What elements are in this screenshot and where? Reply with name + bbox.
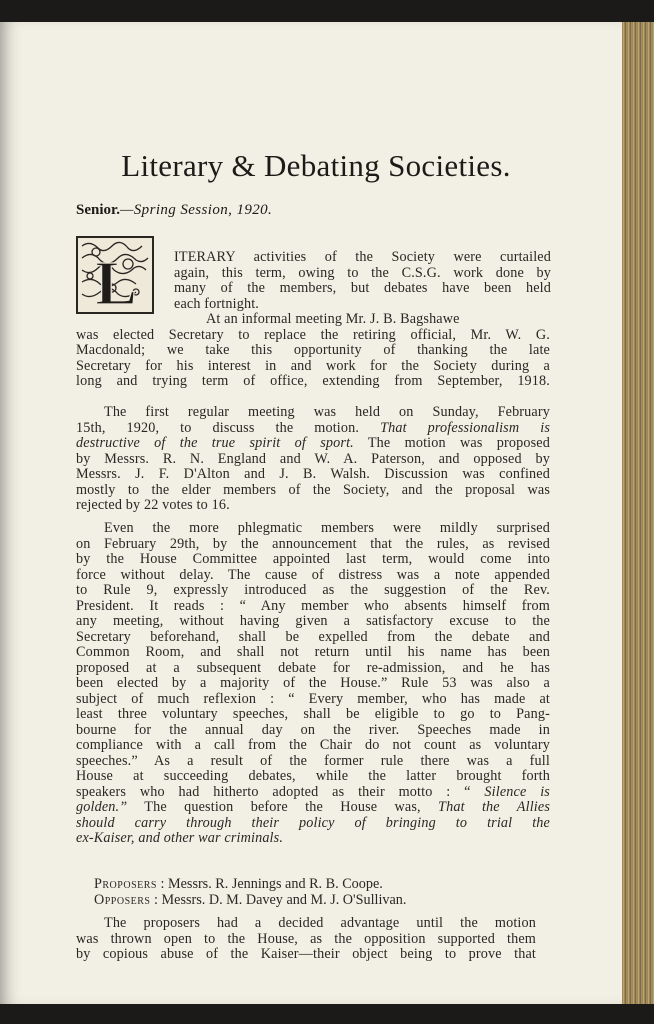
text-line: Macdonald; we take this opportunity of thanking the late	[76, 342, 550, 358]
text-line: Messrs. J. F. D'Alton and J. B. Walsh. Discussion was confined	[76, 466, 550, 482]
paragraph-1	[174, 250, 551, 312]
text-line: least three voluntary speeches, shall be eligible to go to Pang-	[76, 706, 550, 722]
paragraph-1b	[76, 312, 550, 390]
drop-cap-letter: L	[95, 250, 137, 314]
text-line: long and trying term of office, extending from September, 1918.	[76, 373, 550, 389]
drop-cap-illustration	[76, 236, 154, 314]
text-line: was elected Secretary to replace the retiring official, Mr. W. G.	[76, 326, 550, 343]
text-line: speakers who had hitherto adopted as their motto : “ Silence is	[76, 783, 550, 800]
paragraph-4	[76, 916, 536, 963]
text-line: The first regular meeting was held on Sunday, February	[104, 404, 550, 420]
text-line: bourne for the annual day on the river. Speeches made in	[76, 721, 550, 738]
text-line: on February 29th, by the announcement that the rules, as revised	[76, 535, 550, 552]
paragraph-2	[76, 405, 550, 514]
text-line: many of the members, but debates have been held	[174, 280, 551, 296]
session-label: —Spring Session, 1920.	[120, 202, 273, 218]
proposers-line: Proposers : Messrs. R. Jennings and R. B. Coope.	[94, 876, 383, 892]
text-line: any meeting, without having given a satisfactory excuse to the	[76, 613, 550, 629]
text-line: Even the more phlegmatic members were mildly surprised	[104, 520, 550, 536]
text-line: force without delay. The cause of distress was a note appended	[76, 566, 550, 583]
page-edges	[622, 22, 654, 1004]
text-line: ex-Kaiser, and other war criminals.	[76, 830, 284, 846]
text-line: House at succeeding debates, while the latter brought forth	[76, 768, 550, 784]
text-line: was thrown open to the House, as the opposition supported them	[76, 930, 536, 947]
text-line: golden.” The question before the House was, That the Allies	[76, 799, 551, 815]
text-line: speeches.” As a result of the former rule there was a full	[76, 752, 550, 769]
text-line: Secretary beforehand, shall be expelled from the debate and	[76, 628, 550, 645]
senior-label: Senior.	[76, 202, 121, 218]
text-line: subject of much reflexion : “ Every member, who has made at	[76, 690, 550, 707]
speakers-roster	[94, 876, 406, 908]
section-subtitle	[76, 202, 272, 219]
text-line: by the House Committee appointed last term, would come into	[76, 551, 550, 567]
text-line: been elected by a majority of the House.” Rule 53 was also a	[76, 675, 550, 691]
opposers-line: Opposers : Messrs. D. M. Davey and M. J. O'Sullivan.	[94, 892, 407, 908]
text-line: President. It reads : “ Any member who absents himself from	[76, 597, 550, 614]
text-line: to Rule 9, expressly introduced as the suggestion of the Rev.	[76, 582, 550, 598]
text-line: ITERARY activities of the Society were curtailed	[174, 249, 551, 265]
text-line: destructive of the true spirit of sport. The motion was proposed	[76, 435, 550, 451]
text-line: each fortnight.	[174, 295, 259, 312]
text-line: 15th, 1920, to discuss the motion. That professionalism is	[76, 419, 550, 436]
text-line: rejected by 22 votes to 16.	[76, 497, 230, 513]
text-line: At an informal meeting Mr. J. B. Bagshawe	[206, 311, 460, 327]
paragraph-3	[76, 521, 550, 847]
text-line: again, this term, owing to the C.S.G. work done by	[174, 264, 551, 281]
text-line: should carry through their policy of bringing to trial the	[76, 814, 550, 831]
text-line: mostly to the elder members of the Society, and the proposal was	[76, 481, 550, 498]
text-line: compliance with a call from the Chair do not count as voluntary	[76, 737, 550, 753]
text-line: by Messrs. R. N. England and W. A. Paterson, and opposed by	[76, 450, 550, 467]
text-line: Secretary for his interest in and work for the Society during a	[76, 357, 550, 374]
text-line: The proposers had a decided advantage until the motion	[104, 915, 536, 931]
page-title: Literary & Debating Societies.	[121, 148, 511, 183]
text-line: Common Room, and shall not return until his name has been	[76, 644, 550, 660]
text-line: by copious abuse of the Kaiser—their object being to prove that	[76, 946, 536, 962]
text-line: proposed at a subsequent debate for re-admission, and he has	[76, 659, 550, 676]
